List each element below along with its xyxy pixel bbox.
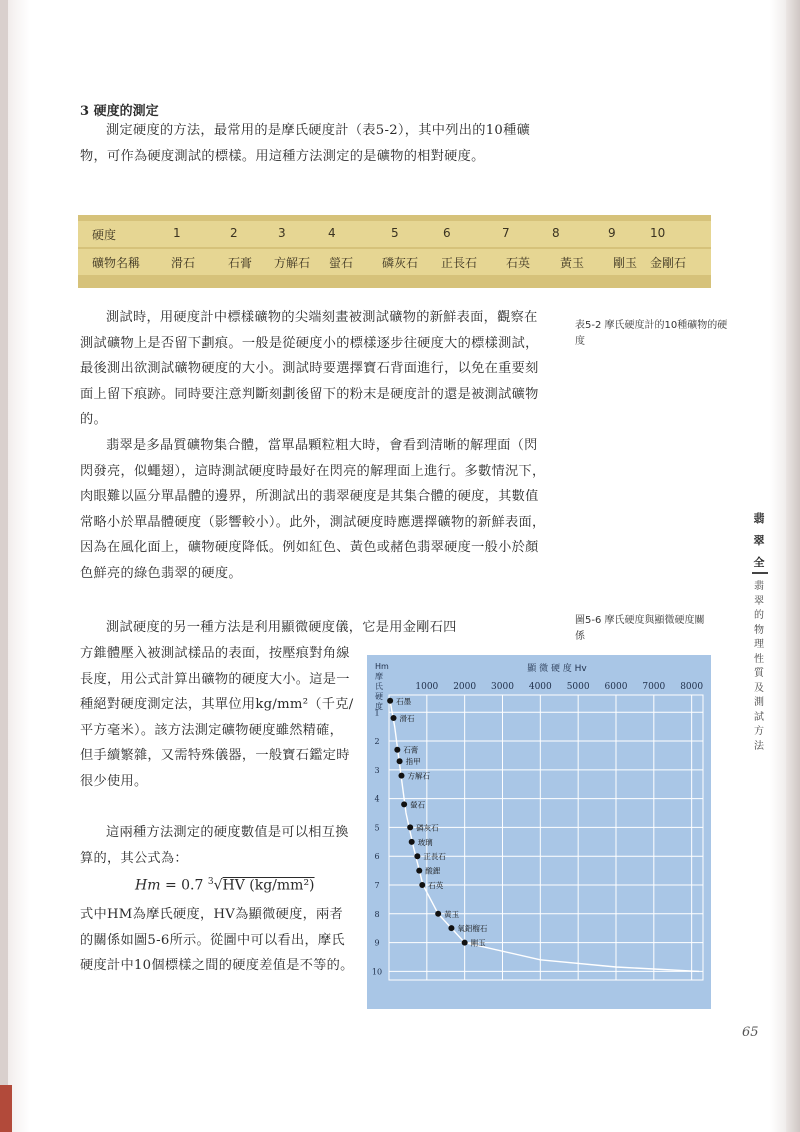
mineral-cell: 磷灰石: [382, 256, 419, 270]
mineral-cell: 金剛石: [650, 256, 687, 270]
hardness-cell: 9: [608, 226, 616, 240]
y-tick-label: 6: [374, 852, 380, 862]
mineral-cell: 黃玉: [560, 256, 585, 270]
hardness-chart: [367, 655, 711, 1009]
plot-frame: [389, 695, 703, 980]
paragraph-5: 這兩種方法測定的硬度數值是可以相互換算的，其公式為：: [80, 825, 349, 866]
mineral-cell: 正長石: [441, 256, 478, 270]
paragraph-2: 測試時，用硬度計中標樣礦物的尖端刻畫被測試礦物的新鮮表面，觀察在測試礦物上是否留下劃痕。一般是從硬度小的標樣逐步往硬度大的標樣測試，最後測出欲測試礦物硬度的大小。測試時要選擇寶石背面進行，以免在重要刻面上留下痕跡。同時要注意判斷刻劃後留下的粉末是硬度計的還是被測試礦物的。: [80, 310, 539, 427]
radical-sign: √: [213, 877, 223, 894]
y-tick-label: 2: [374, 737, 380, 747]
data-point-label: 石英: [428, 881, 444, 890]
data-point: [407, 824, 413, 830]
x-tick-label: 2000: [453, 682, 477, 692]
data-point: [414, 853, 420, 859]
hardness-cell: 6: [443, 226, 451, 240]
hardness-chart-svg: [367, 655, 711, 1009]
y-tick-label: 10: [371, 967, 383, 977]
data-point: [409, 839, 415, 845]
data-point-label: 滑石: [399, 714, 415, 724]
chart-title: 顯 微 硬 度 Hv: [527, 664, 587, 674]
data-point-label: 剛玉: [470, 938, 486, 948]
sidebar-char: 質: [754, 668, 764, 679]
data-point-label: 螢石: [410, 800, 426, 810]
hardness-cell: 8: [552, 226, 560, 240]
sidebar-char: 理: [754, 639, 764, 650]
sidebar-char: 翡: [753, 512, 765, 525]
data-point: [401, 801, 407, 807]
sidebar-char: 性: [754, 653, 764, 665]
mineral-cell: 滑石: [171, 256, 196, 270]
x-tick-label: 3000: [491, 682, 514, 692]
x-tick-label: 1000: [415, 682, 439, 692]
mineral-cell: 剛玉: [613, 256, 638, 270]
sidebar-char: 物: [754, 624, 764, 636]
sidebar-chapter-title: [752, 580, 766, 754]
sidebar-char: 測: [754, 697, 764, 708]
sidebar-char: 及: [754, 682, 764, 694]
data-point: [416, 868, 422, 874]
data-point-label: 黃玉: [444, 909, 460, 919]
hardness-cell: 10: [650, 226, 666, 240]
data-point: [435, 911, 441, 917]
data-point: [397, 758, 403, 764]
x-tick-label: 4000: [528, 682, 552, 692]
y-tick-label: 8: [374, 909, 380, 919]
y-axis-label-char: 摩: [375, 672, 383, 681]
mineral-cell: 螢石: [329, 256, 354, 270]
data-point-label: 磷灰石: [416, 823, 439, 833]
hardness-formula: [135, 877, 315, 894]
spine-shadow: [0, 0, 8, 1132]
y-tick-label: 4: [374, 794, 380, 804]
y-tick-label: 9: [374, 938, 380, 948]
data-point-label: 正長石: [423, 852, 446, 862]
data-point: [398, 773, 404, 779]
x-tick-label: 6000: [604, 682, 628, 692]
mineral-row: [78, 249, 711, 275]
data-point: [394, 747, 400, 753]
y-tick-label: 5: [374, 823, 380, 833]
page-number: 65: [742, 1025, 759, 1040]
section-heading: 3 硬度的測定: [80, 104, 159, 119]
page-right-edge: [786, 0, 800, 1132]
sidebar-char: 法: [754, 740, 764, 752]
paragraph-1: 測定硬度的方法，最常用的是摩氏硬度計（表5-2），其中列出的10種礦物，可作為硬度測試的標樣。用這種方法測定的是礦物的相對硬度。: [80, 123, 531, 164]
data-point-label: 玻璃: [417, 837, 433, 847]
y-axis-label-char: 氏: [375, 682, 383, 691]
data-point-label: 指甲: [405, 757, 421, 767]
x-tick-label: 7000: [642, 682, 666, 692]
formula-coef: = 0.7: [164, 877, 204, 894]
sidebar-char: 的: [754, 610, 764, 621]
y-axis-label-top: Hm: [375, 662, 389, 671]
y-tick-label: 1: [374, 708, 380, 718]
hardness-cell: 1: [173, 226, 181, 240]
formula-root-index: 3: [207, 877, 214, 887]
paragraph-4a: 測試硬度的另一種方法是利用顯微硬度儀，它是用金剛石四: [106, 620, 457, 635]
data-point: [448, 925, 454, 931]
sidebar-char: 試: [754, 711, 764, 723]
hardness-row-label: 硬度: [92, 228, 117, 242]
hardness-cell: 5: [391, 226, 399, 240]
page-edge-color: [0, 1085, 12, 1132]
data-point: [387, 698, 393, 704]
y-axis-label-char: 硬: [375, 692, 383, 701]
y-tick-label: 3: [374, 765, 380, 775]
sidebar-char: 翠: [754, 595, 764, 607]
hardness-cell: 3: [278, 226, 286, 240]
paragraph-4b: 方錐體壓入被測試樣品的表面，按壓痕對角線長度，用公式計算出礦物的硬度大小。這是一種絕對硬度測定法，其單位用kg/mm²（千克/平方毫米）。該方法測定礦物硬度雖然精確，但手續繁雜，又需特殊儀器，一般寶石鑑定時很少使用。: [80, 646, 354, 789]
y-axis-label-char: 度: [375, 702, 383, 711]
hardness-row: [78, 221, 711, 247]
mineral-cell: 石英: [506, 256, 531, 270]
sidebar-book-title: [752, 508, 766, 574]
formula-lhs: Hm: [135, 877, 161, 894]
hardness-cell: 7: [502, 226, 510, 240]
hardness-table: [78, 215, 711, 288]
sidebar-char: 翠: [753, 534, 765, 547]
data-point: [462, 940, 468, 946]
hardness-cell: 2: [230, 226, 238, 240]
sidebar-char: 方: [754, 726, 764, 737]
sidebar-char: 全: [753, 556, 765, 569]
y-tick-label: 7: [374, 881, 380, 890]
data-point-label: 方解石: [407, 771, 430, 781]
hardness-cell: 4: [328, 226, 336, 240]
sidebar-rule: [752, 572, 768, 574]
data-point: [419, 882, 425, 888]
data-point-label: 酸鋰: [425, 866, 441, 876]
x-tick-label: 5000: [566, 682, 590, 692]
paragraph-3: 翡翠是多晶質礦物集合體，當單晶顆粒粗大時，會看到清晰的解理面（閃閃發亮，似蠅翅），這時測試硬度時最好在閃亮的解理面上進行。多數情況下，肉眼難以區分單晶體的邊界，所測試出的翡翠硬度是其集合體的硬度，其數值常略小於單晶體硬度（影響較小）。此外，測試硬度時應選擇礦物的新鮮表面，因為在風化面上，礦物硬度降低。例如紅色、黃色或赭色翡翠硬度一般小於顏色鮮亮的綠色翡翠的硬度。: [80, 438, 546, 581]
mineral-cell: 石膏: [228, 256, 253, 270]
sidebar-char: 翡: [754, 581, 764, 592]
data-point-label: 石膏: [403, 745, 419, 755]
data-point-label: 石墨: [396, 696, 412, 706]
mineral-row-label: 礦物名稱: [92, 256, 141, 270]
data-point-label: 氧鋁榴石: [457, 924, 488, 934]
mineral-cell: 方解石: [274, 256, 311, 270]
data-point: [391, 715, 397, 721]
x-tick-label: 8000: [680, 682, 704, 692]
formula-radicand: HV (kg/mm²): [222, 877, 315, 894]
paragraph-6: 式中HM為摩氏硬度，HV為顯微硬度，兩者的關係如圖5-6所示。從圖中可以看出，摩氏硬度計中10個標樣之間的硬度差值是不等的。: [80, 907, 354, 973]
figure-caption: 圖5-6 摩氏硬度與顯微硬度關係: [575, 615, 705, 642]
table-caption: 表5-2 摩氏硬度計的10種礦物的硬度: [575, 320, 728, 347]
